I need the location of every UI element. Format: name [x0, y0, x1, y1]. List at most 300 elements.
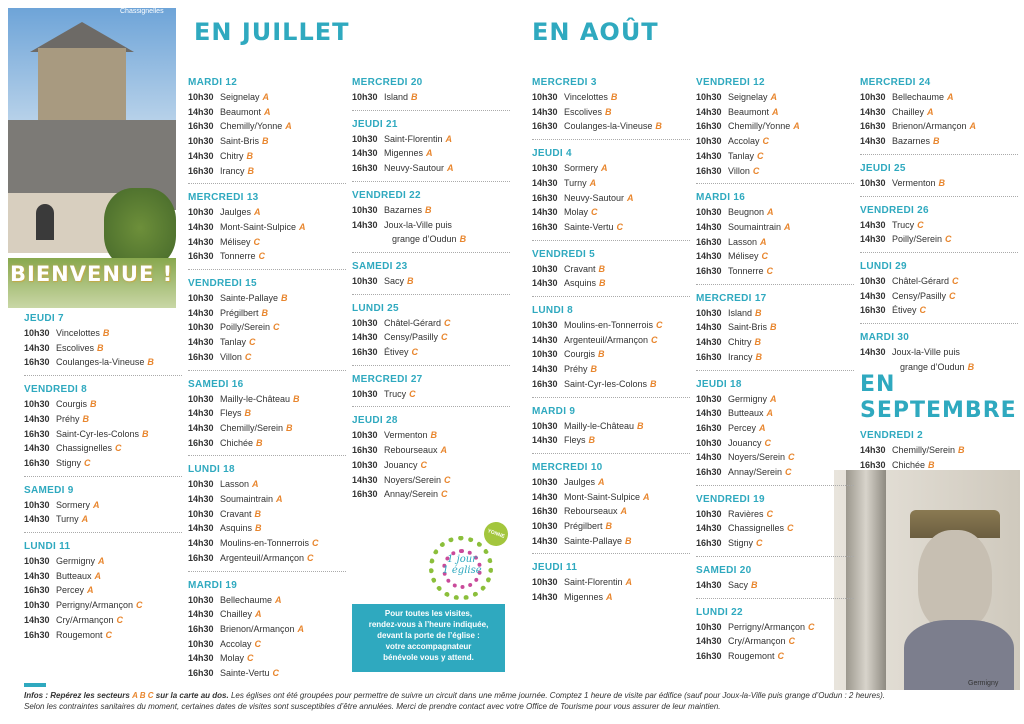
day-heading: MARDI 12 [188, 77, 238, 88]
visit-time: 10h30 [696, 437, 722, 448]
sector-letter: A [793, 121, 800, 132]
sector-letter: C [444, 474, 451, 485]
church-name: Molay [220, 653, 245, 664]
church-name: Bellechaume [892, 92, 945, 102]
visit-entry [352, 428, 510, 443]
church-name: Soumaintrain [728, 221, 782, 232]
visit-entry [696, 235, 854, 250]
visit-time: 16h30 [532, 506, 558, 517]
sector-letter: C [616, 221, 624, 232]
visit-entry [352, 132, 510, 147]
visit-entry [352, 345, 510, 360]
visit-entry [532, 276, 690, 291]
church-name: Cravant [564, 263, 596, 274]
visit-entry [188, 119, 346, 134]
sector-letter: C [762, 136, 770, 147]
sector-letter: B [247, 165, 255, 176]
church-name: Noyers/Serein [728, 452, 786, 463]
church-name: Sainte-Pallaye [220, 293, 279, 304]
visit-entry [24, 427, 182, 442]
visit-time: 10h30 [860, 177, 886, 188]
visit-entry [188, 134, 346, 149]
day-heading: LUNDI 18 [188, 464, 235, 476]
visit-entry [188, 666, 346, 681]
church-name: Rebourseaux [564, 506, 618, 517]
sector-letter: B [958, 445, 965, 455]
visit-time: 14h30 [860, 219, 886, 230]
visit-time: 10h30 [352, 317, 378, 328]
church-name: Saint-Florentin [384, 133, 443, 144]
sector-letter: B [751, 579, 758, 590]
sector-letter: B [256, 437, 263, 448]
church-name: Chichée [892, 459, 926, 470]
visit-time: 10h30 [696, 207, 722, 218]
church-name: Sacy [728, 579, 749, 590]
visit-time: 16h30 [352, 445, 378, 456]
visit-entry [860, 458, 1018, 473]
day-heading: JEUDI 11 [532, 562, 578, 574]
day-heading: VENDREDI 26 [860, 204, 929, 216]
visit-time: 16h30 [188, 121, 214, 132]
sector-letter: C [249, 337, 256, 348]
church-name: Chassignelles [728, 523, 785, 534]
church-name: Percey [728, 422, 757, 433]
sector-letter: C [312, 538, 319, 549]
sector-letter: C [253, 236, 261, 247]
day-block [696, 293, 854, 371]
visit-time: 16h30 [696, 121, 722, 132]
visit-entry [352, 458, 510, 473]
visit-entry [188, 507, 346, 522]
visit-entry [352, 161, 510, 176]
day-heading: VENDREDI 15 [188, 278, 257, 290]
church-name: Bellechaume [220, 594, 273, 605]
visit-entry [860, 289, 1018, 304]
church-name: Accolay [728, 136, 760, 147]
church-name: Migennes [384, 148, 424, 159]
visit-entry [532, 105, 690, 120]
day-block [860, 430, 1018, 477]
visit-time: 14h30 [24, 570, 50, 581]
visit-entry [532, 490, 690, 505]
day-block [532, 462, 690, 555]
day-heading: MERCREDI 3 [532, 77, 597, 88]
sector-letter: B [82, 413, 90, 424]
day-block [188, 464, 346, 571]
sector-letter: B [755, 307, 762, 318]
sector-letter: A [784, 221, 791, 232]
day-block [24, 384, 182, 477]
sector-letter: A [601, 163, 608, 174]
visit-time: 14h30 [188, 337, 214, 348]
church-name: Perrigny/Armançon [56, 600, 134, 611]
day-heading: JEUDI 7 [24, 313, 64, 324]
visit-entry [532, 205, 690, 220]
visit-entry [860, 105, 1018, 120]
church-name: Mont-Saint-Sulpice [220, 221, 297, 232]
sector-letter: A [297, 623, 305, 634]
visit-time: 10h30 [532, 577, 558, 588]
visit-entry [696, 507, 854, 522]
sector-letter: C [272, 668, 280, 679]
day-heading: LUNDI 8 [532, 305, 573, 317]
visit-entry [352, 146, 510, 161]
church-name: Vermenton [892, 177, 936, 188]
visit-time: 16h30 [696, 165, 722, 176]
sector-letter: A [759, 422, 766, 433]
visit-time: 14h30 [532, 207, 558, 218]
sector-letter: B [246, 150, 254, 161]
church-name: Châtel-Gérard [892, 275, 950, 286]
day-block [352, 119, 510, 182]
day-block [696, 494, 854, 557]
church-name: Poilly/Serein [892, 234, 943, 245]
visit-entry [352, 90, 510, 105]
church-name: Moulins-en-Tonnerrois [564, 320, 654, 331]
church-name: Étivey [892, 305, 917, 316]
visit-entry [188, 593, 346, 608]
visit-entry [696, 406, 854, 421]
visit-time: 10h30 [188, 393, 214, 404]
sector-letter: B [625, 535, 632, 546]
visit-time: 14h30 [188, 236, 214, 247]
visit-time: 14h30 [696, 452, 722, 463]
day-heading: VENDREDI 22 [352, 189, 421, 201]
visit-entry [24, 554, 182, 569]
sector-letter: C [787, 523, 794, 534]
sector-letter: C [441, 332, 448, 343]
visit-entry [696, 335, 854, 350]
sector-letter: A [264, 106, 271, 117]
day-heading: SAMEDI 23 [352, 260, 408, 272]
day-block [24, 541, 182, 647]
church-name: Accolay [220, 638, 252, 649]
yonne-badge: YONNE [481, 519, 512, 550]
visit-time: 14h30 [352, 219, 378, 230]
visit-time: 16h30 [188, 351, 214, 362]
church-name: Chailley [892, 106, 925, 117]
visit-time: 10h30 [188, 136, 214, 147]
church-name: Mont-Saint-Sulpice [564, 491, 641, 502]
church-name: Lasson [728, 236, 758, 247]
visit-time: 10h30 [532, 349, 558, 360]
sector-letter: C [949, 290, 956, 301]
church-name: Seignelay [728, 92, 768, 102]
visit-entry [188, 164, 346, 179]
sector-letter: C [764, 437, 772, 448]
sector-letter: A [276, 494, 283, 505]
church-name: Neuvy-Sautour [384, 163, 445, 174]
visit-entry [188, 651, 346, 666]
title-july: EN JUILLET [194, 18, 350, 46]
church-name: Tonnerre [728, 266, 764, 277]
sector-letter: A [262, 92, 270, 102]
visit-entry [532, 475, 690, 490]
church-name: Turny [56, 514, 79, 525]
church-name: Joux-la-Ville puis [892, 347, 960, 358]
visit-time: 14h30 [188, 408, 214, 419]
visit-time: 14h30 [532, 491, 558, 502]
church-name: Bazarnes [892, 136, 931, 147]
church-name: Tanlay [728, 150, 755, 161]
visit-entry [696, 249, 854, 264]
visit-time: 10h30 [188, 92, 214, 102]
visit-entry [24, 397, 182, 412]
church-name: Coulanges-la-Vineuse [56, 357, 145, 368]
sector-letter: B [755, 351, 763, 362]
sector-letter: C [766, 266, 774, 277]
church-name: Rebourseaux [384, 445, 438, 456]
church-name: Trucy [384, 388, 407, 399]
sector-letter: C [105, 629, 113, 640]
sector-letter: B [588, 435, 596, 446]
visit-time: 10h30 [24, 499, 50, 510]
day-heading: SAMEDI 16 [188, 378, 244, 390]
sector-letter: A [426, 148, 433, 159]
sector-letter: B [933, 136, 940, 147]
visit-entry [696, 264, 854, 279]
visit-time: 10h30 [532, 163, 558, 174]
sector-letter: B [650, 378, 657, 389]
sector-letter: C [945, 234, 952, 245]
sector-letter: A [598, 476, 605, 487]
sector-letter: A [772, 106, 779, 117]
sector-letter: B [459, 234, 467, 245]
sector-letter: A [767, 207, 774, 218]
visit-time: 10h30 [696, 621, 722, 632]
sector-letter: B [293, 393, 300, 404]
day-block [188, 192, 346, 270]
visit-time: 14h30 [696, 408, 722, 419]
day-block [188, 77, 346, 184]
sector-letter: B [262, 136, 269, 147]
day-heading: LUNDI 22 [696, 606, 743, 618]
church-name-cont: grange d’Oudun [392, 234, 457, 245]
visit-time: 16h30 [860, 121, 886, 132]
day-block [696, 77, 854, 184]
visit-entry [352, 487, 510, 502]
church-name: Sainte-Vertu [564, 221, 614, 232]
day-heading: MERCREDI 13 [188, 192, 259, 204]
visit-entry [24, 326, 182, 341]
church-name: Chitry [728, 337, 752, 348]
visit-time: 10h30 [352, 204, 378, 215]
visit-time: 16h30 [352, 347, 378, 358]
visit-time: 14h30 [696, 221, 722, 232]
day-block [352, 303, 510, 366]
sector-letter: A [947, 92, 954, 102]
sector-letter: C [84, 457, 91, 468]
visit-time: 16h30 [860, 459, 886, 470]
visit-entry [696, 90, 854, 105]
day-block [532, 305, 690, 398]
sector-letter: C [656, 320, 663, 331]
church-name: Prégilbert [564, 521, 603, 532]
visit-time: 14h30 [696, 150, 722, 161]
visit-time: 10h30 [188, 322, 214, 333]
church-name: Poilly/Serein [220, 322, 271, 333]
day-block [860, 77, 1018, 155]
visit-time: 16h30 [696, 266, 722, 277]
day-heading: VENDREDI 2 [860, 430, 924, 441]
visit-time: 14h30 [188, 538, 214, 549]
visit-time: 14h30 [860, 445, 886, 455]
visit-entry [532, 590, 690, 605]
sector-letter: A [252, 479, 259, 490]
day-block [696, 192, 854, 285]
day-heading: MARDI 19 [188, 579, 238, 591]
visit-entry [532, 176, 690, 191]
visit-entry [188, 220, 346, 235]
visit-entry [24, 583, 182, 598]
visit-time: 14h30 [532, 535, 558, 546]
day-block [860, 163, 1018, 197]
visit-entry [352, 203, 510, 218]
visit-entry [352, 274, 510, 289]
church-name: Brienon/Armançon [220, 623, 295, 634]
visit-time: 10h30 [352, 92, 378, 102]
sector-letter: B [967, 361, 975, 372]
visit-entry [188, 392, 346, 407]
visit-time: 14h30 [188, 307, 214, 318]
church-name: Villon [728, 165, 750, 176]
visit-time: 14h30 [696, 579, 722, 590]
sector-letter: B [147, 357, 154, 368]
visit-entry [860, 176, 1018, 191]
sector-letter: B [430, 430, 438, 441]
visit-entry [532, 262, 690, 277]
day-heading: JEUDI 25 [860, 162, 906, 174]
church-name: Cry/Armançon [728, 636, 786, 647]
church-name: Trucy [892, 219, 915, 230]
church-name: Vermenton [384, 430, 428, 441]
church-name: Sainte-Vertu [220, 668, 270, 679]
visit-entry [188, 406, 346, 421]
visit-time: 16h30 [24, 457, 50, 468]
visit-time: 16h30 [532, 378, 558, 389]
visit-entry [696, 134, 854, 149]
visit-time: 16h30 [188, 552, 214, 563]
visit-entry [352, 387, 510, 402]
visit-time: 10h30 [532, 521, 558, 532]
church-name: Percey [56, 585, 85, 596]
church-name: Irancy [728, 351, 753, 362]
sector-letter: C [136, 600, 143, 611]
schedule-column [860, 430, 1018, 485]
sector-letter: C [917, 219, 924, 230]
visit-entry [532, 419, 690, 434]
church-name: Saint-Cyr-les-Colons [56, 428, 140, 439]
visit-entry [696, 536, 854, 551]
visit-entry [24, 441, 182, 456]
sector-letter: B [610, 92, 618, 102]
sector-letter: C [273, 322, 280, 333]
sector-letter: A [94, 570, 102, 581]
sector-letter: A [255, 609, 262, 620]
visit-time: 14h30 [860, 347, 886, 358]
schedule-column [532, 77, 690, 618]
church-name: Brienon/Armançon [892, 121, 967, 132]
sector-letter: B [102, 328, 110, 338]
schedule-column [352, 77, 510, 515]
visit-time: 16h30 [24, 629, 50, 640]
visit-entry [860, 218, 1018, 233]
sector-letter: C [761, 251, 769, 262]
visit-time: 14h30 [188, 150, 214, 161]
visit-entry [532, 377, 690, 392]
church-name: Soumaintrain [220, 494, 274, 505]
church-name: Beaumont [728, 106, 770, 117]
day-block [24, 313, 182, 376]
sector-letter: A [927, 106, 934, 117]
sector-letter: B [244, 408, 252, 419]
day-heading: MARDI 9 [532, 405, 576, 417]
church-name: Stigny [728, 538, 754, 549]
statue-photo [834, 470, 1020, 690]
day-heading: LUNDI 11 [24, 541, 71, 553]
visit-entry [696, 350, 854, 365]
church-name: Seignelay [220, 92, 260, 102]
sector-letter: B [770, 322, 777, 333]
sector-letter: A [445, 133, 453, 144]
visit-entry [188, 622, 346, 637]
sector-letter: B [97, 342, 104, 353]
visit-time: 14h30 [696, 106, 722, 117]
church-name: Perrigny/Armançon [728, 621, 806, 632]
church-name: Irancy [220, 165, 245, 176]
visit-time: 10h30 [532, 92, 558, 102]
logo-text: 1 jour 1 église [442, 554, 482, 576]
sector-letter: C [651, 334, 658, 345]
day-block [352, 374, 510, 408]
sector-letter: C [409, 388, 416, 399]
church-name: Neuvy-Sautour [564, 192, 625, 203]
visit-time: 14h30 [860, 106, 886, 117]
visit-entry [532, 90, 690, 105]
sector-letter: B [261, 307, 269, 318]
visit-entry [188, 492, 346, 507]
day-block [532, 562, 690, 609]
visit-entry [532, 362, 690, 377]
sector-letter: B [407, 275, 414, 286]
visit-time: 16h30 [532, 221, 558, 232]
visit-time: 10h30 [352, 275, 378, 286]
sector-letter: C [952, 275, 959, 286]
sector-letter: A [770, 393, 777, 404]
church-name: Mailly-le-Château [564, 420, 635, 431]
sector-letter: A [606, 592, 613, 603]
sector-letter: B [255, 523, 262, 534]
visit-entry [696, 205, 854, 220]
visit-time: 10h30 [532, 420, 558, 431]
day-heading: JEUDI 18 [696, 378, 742, 390]
sector-letter: C [254, 638, 262, 649]
sector-letter: B [281, 293, 288, 304]
visit-time: 14h30 [696, 337, 722, 348]
sector-letter: B [142, 428, 149, 439]
church-name: Mélisey [728, 251, 759, 262]
sector-letter: C [788, 636, 796, 647]
church-name: Saint-Cyr-les-Colons [564, 378, 648, 389]
visit-time: 10h30 [188, 508, 214, 519]
visit-entry [24, 512, 182, 527]
sector-letter: B [590, 364, 598, 375]
church-name: Stigny [56, 457, 82, 468]
visit-time: 10h30 [532, 320, 558, 331]
church-name: Vincelottes [564, 92, 608, 102]
church-name: Beaumont [220, 106, 262, 117]
church-name: Island [728, 307, 753, 318]
